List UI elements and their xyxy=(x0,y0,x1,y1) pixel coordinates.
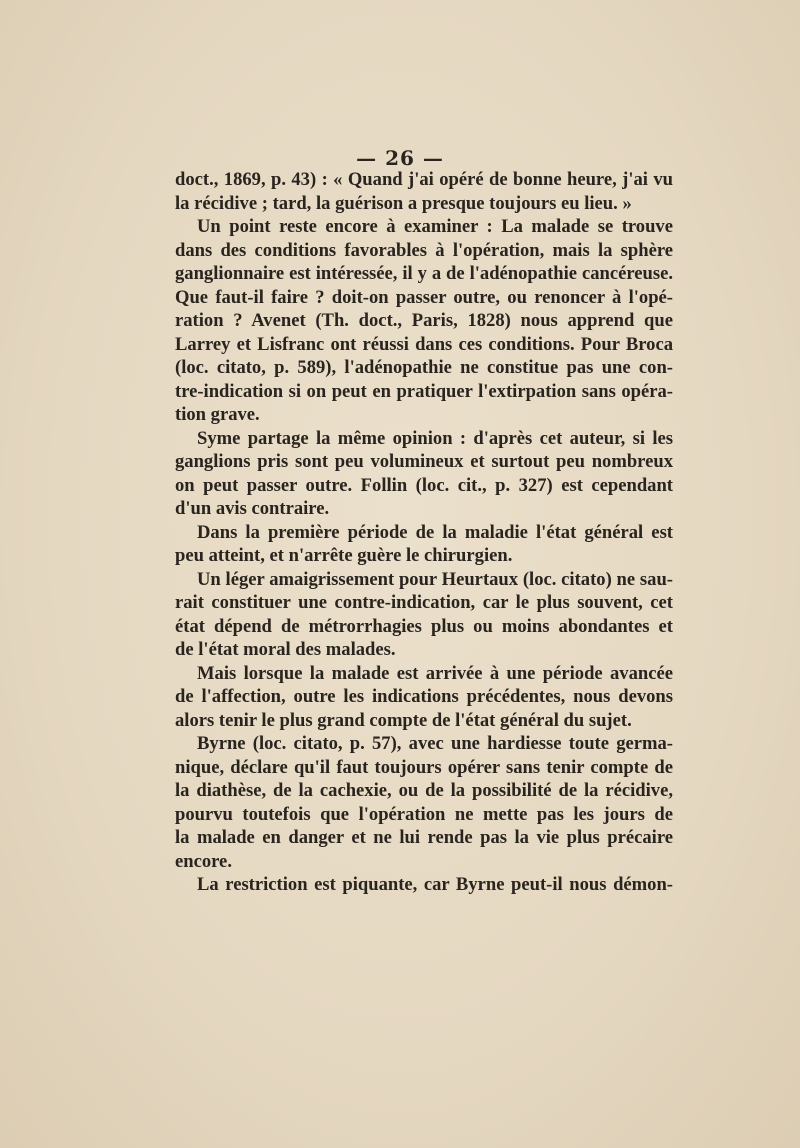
text-line: Un point reste encore à examiner : La malade se trouve xyxy=(197,216,673,237)
text-line: nique, déclare qu'il faut toujours opérer sans tenir compte de xyxy=(175,756,673,778)
text-line: Dans la première période de la maladie l'état général est xyxy=(197,521,673,543)
text-line: rait constituer une contre-indication, car le plus souvent, cet xyxy=(175,592,673,613)
body-text xyxy=(175,168,673,897)
text-line: Un léger amaigrissement pour Heurtaux (loc. citato) ne sau- xyxy=(197,568,673,590)
text-line: Larrey et Lisfranc ont réussi dans ces conditions. Pour Broca xyxy=(175,333,673,355)
text-line: la récidive ; tard, la guérison a presque toujours eu lieu. » xyxy=(175,192,632,214)
text-line: la diathèse, de la cachexie, ou de la possibilité de la récidive, xyxy=(175,780,673,801)
text-line: Byrne (loc. citato, p. 57), avec une hardiesse toute germa- xyxy=(197,733,673,754)
text-line: alors tenir le plus grand compte de l'état général du sujet. xyxy=(175,709,632,731)
text-line: de l'affection, outre les indications précédentes, nous devons xyxy=(175,686,673,707)
text-line: de l'état moral des malades. xyxy=(175,639,396,660)
text-line: dans des conditions favorables à l'opération, mais la sphère xyxy=(175,239,673,261)
text-line: Mais lorsque la malade est arrivée à une période avancée xyxy=(197,662,673,684)
text-line: peu atteint, et n'arrête guère le chirurgien. xyxy=(175,545,513,566)
text-line: La restriction est piquante, car Byrne peut-il nous démon- xyxy=(197,874,673,895)
text-line: (loc. citato, p. 589), l'adénopathie ne constitue pas une con- xyxy=(175,357,673,378)
text-line: tion grave. xyxy=(175,404,260,425)
text-line: ration ? Avenet (Th. doct., Paris, 1828) nous apprend que xyxy=(175,310,673,331)
text-line: ganglionnaire est intéressée, il y a de l'adénopathie cancéreuse. xyxy=(175,263,673,284)
text-line: pourvu toutefois que l'opération ne mette pas les jours de xyxy=(175,803,673,825)
text-line: on peut passer outre. Follin (loc. cit., p. 327) est cependant xyxy=(175,474,673,496)
text-line: état dépend de métrorrhagies plus ou moins abondantes et xyxy=(175,615,673,637)
text-line: ganglions pris sont peu volumineux et surtout peu nombreux xyxy=(175,451,673,472)
text-line: tre-indication si on peut en pratiquer l'extirpation sans opéra- xyxy=(175,380,673,402)
page-number: — 26 — xyxy=(356,146,444,170)
text-line: la malade en danger et ne lui rende pas la vie plus précaire xyxy=(175,827,673,848)
text-line: encore. xyxy=(175,850,232,872)
text-line: Que faut-il faire ? doit-on passer outre, ou renoncer à l'opé- xyxy=(175,286,673,308)
text-line: d'un avis contraire. xyxy=(175,498,330,519)
text-line: doct., 1869, p. 43) : « Quand j'ai opéré de bonne heure, j'ai vu xyxy=(175,169,673,190)
text-line: Syme partage la même opinion : d'après cet auteur, si les xyxy=(197,427,673,449)
